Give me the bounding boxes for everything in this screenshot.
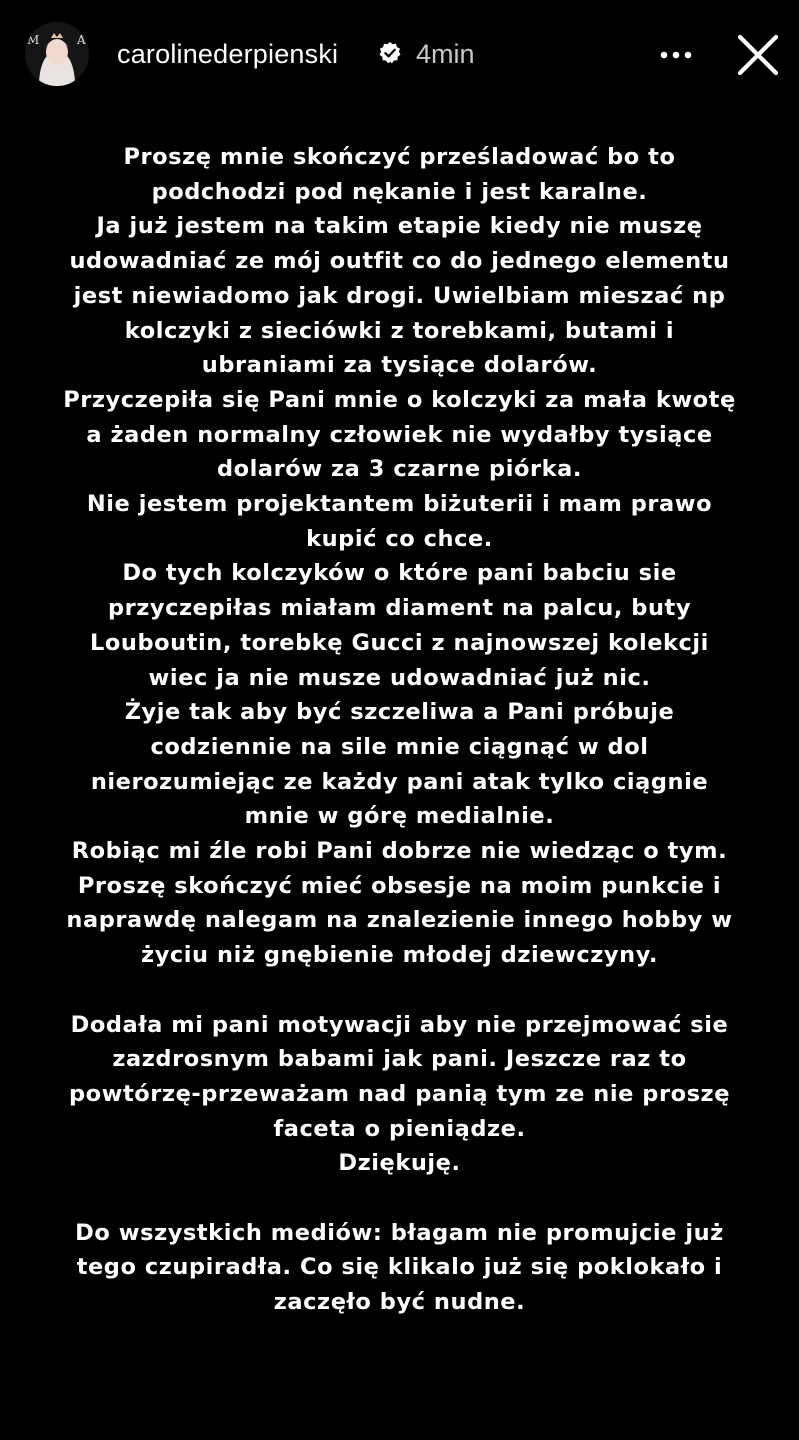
message-line: Przyczepiła się Pani mnie o kolczyki za mała kwotę bbox=[63, 386, 736, 413]
message-line: podchodzi pod nękanie i jest karalne. bbox=[151, 178, 648, 205]
verified-badge-icon bbox=[378, 41, 402, 65]
message-line: kolczyki z sieciówki z torebkami, butami i bbox=[124, 317, 675, 344]
message-line: tego czupiradła. Co się klikalo już się poklokało i bbox=[76, 1254, 723, 1281]
message-line: ubraniami za tysiące dolarów. bbox=[201, 352, 598, 379]
username[interactable]: carolinederpienski bbox=[117, 39, 339, 69]
profile-avatar[interactable] bbox=[25, 22, 89, 86]
message-line: a żaden normalny człowiek nie wydałby tysiące bbox=[86, 421, 713, 448]
message-line: Louboutin, torebkę Gucci z najnowszej kolekcji bbox=[90, 629, 709, 656]
message-line: codziennie na sile mnie ciągnąć w dol bbox=[150, 733, 649, 760]
message-line: nierozumiejąc ze każdy pani atak tylko ciągnie bbox=[90, 768, 709, 795]
avatar-image bbox=[25, 22, 89, 86]
message-line: Dodała mi pani motywacji aby nie przejmować sie bbox=[70, 1011, 729, 1038]
message-line: Proszę mnie skończyć prześladować bo to bbox=[123, 144, 676, 170]
message-line: zaczęło być nudne. bbox=[273, 1289, 526, 1316]
message-line: wiec ja nie musze udowadniać już nic. bbox=[148, 664, 651, 691]
message-line: Do wszystkich mediów: błagam nie promujcie już bbox=[75, 1219, 724, 1246]
message-line: naprawdę nalegam na znalezienie innego hobby w bbox=[66, 907, 733, 934]
story-text-message bbox=[30, 140, 769, 1320]
svg-text:M: M bbox=[27, 33, 40, 47]
message-line bbox=[30, 973, 769, 1008]
message-line: mnie w górę medialnie. bbox=[244, 803, 555, 830]
message-line: Dziękuję. bbox=[338, 1150, 461, 1177]
story-header bbox=[0, 0, 799, 110]
message-line: udowadniać ze mój outfit co do jednego elementu bbox=[69, 248, 730, 275]
message-line: dolarów za 3 czarne piórka. bbox=[217, 456, 582, 483]
message-line: Nie jestem projektantem biżuterii i mam prawo bbox=[86, 491, 713, 518]
message-line: kupić co chce. bbox=[306, 525, 493, 552]
message-line: Proszę skończyć mieć obsesje na moim punkcie i bbox=[77, 872, 722, 899]
close-icon[interactable] bbox=[735, 32, 781, 78]
message-line: przyczepiłas miałam diament na palcu, buty bbox=[107, 595, 692, 622]
message-line: jest niewiadomo jak drogi. Uwielbiam mieszać np bbox=[73, 282, 726, 309]
message-line: zazdrosnym babami jak pani. Jeszcze raz to bbox=[112, 1046, 687, 1073]
message-line bbox=[30, 1181, 769, 1216]
message-line: Do tych kolczyków o które pani babciu sie bbox=[122, 560, 677, 587]
message-line: powtórzę-przeważam nad panią tym ze nie proszę bbox=[68, 1080, 731, 1107]
message-line: Ja już jestem na takim etapie kiedy nie muszę bbox=[96, 213, 703, 240]
message-line: życiu niż gnębienie młodej dziewczyny. bbox=[141, 942, 658, 969]
message-line: Robiąc mi źle robi Pani dobrze nie wiedząc o tym. bbox=[71, 838, 728, 865]
message-line: Żyje tak aby być szczeliwa a Pani próbuje bbox=[124, 699, 675, 726]
svg-text:A: A bbox=[77, 33, 86, 47]
message-line: faceta o pieniądze. bbox=[273, 1115, 526, 1142]
story-timestamp: 4min bbox=[416, 39, 475, 69]
more-options-icon[interactable] bbox=[656, 40, 696, 70]
